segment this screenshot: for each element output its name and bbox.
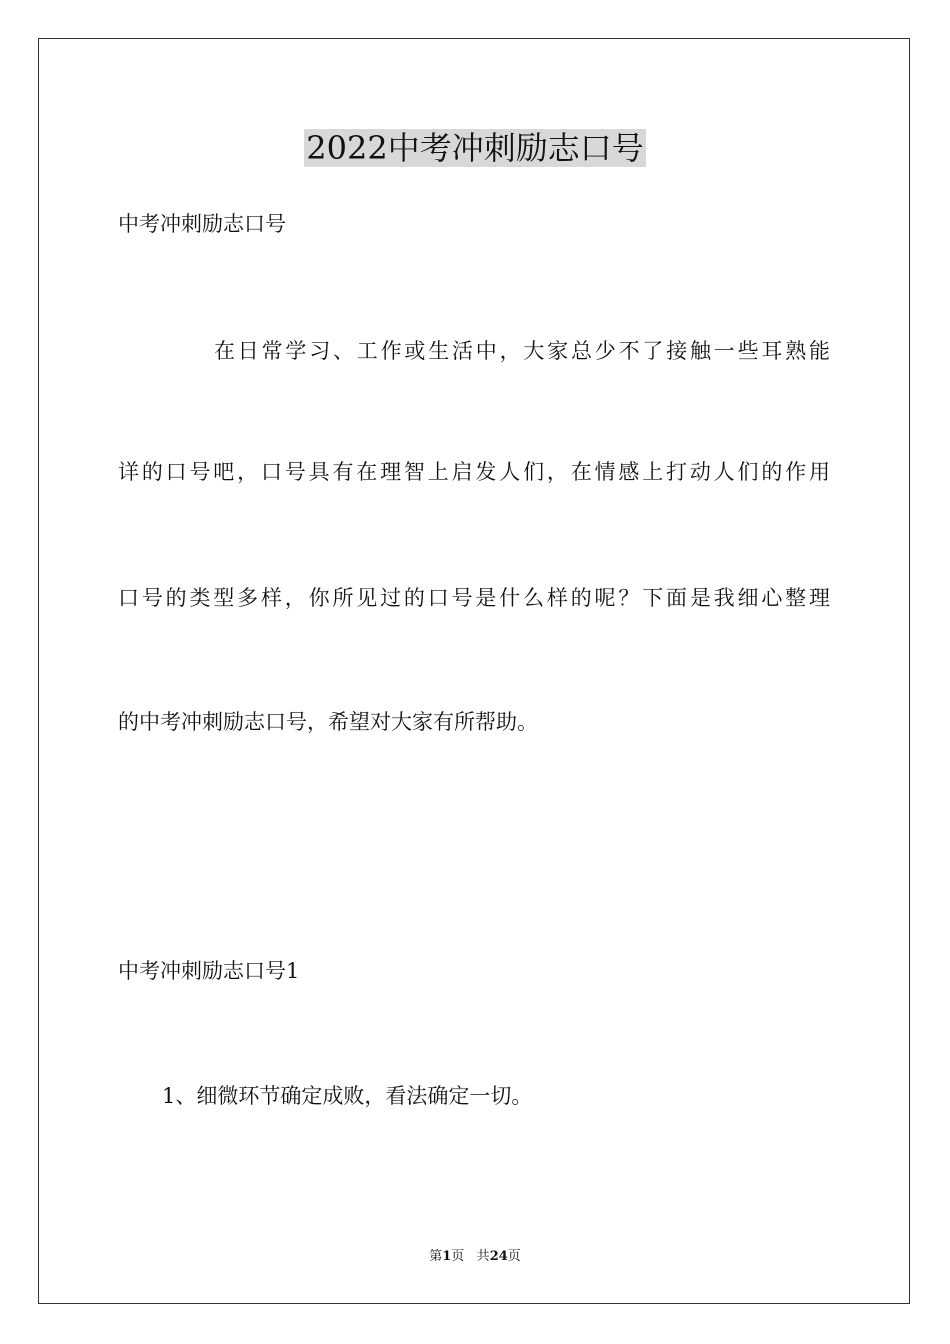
page-footer	[0, 1248, 950, 1266]
total-prefix: 共	[476, 1249, 490, 1264]
intro-line-2: 详的口号吧，口号具有在理智上启发人们，在情感上打动人们的作用	[118, 460, 830, 484]
page-suffix: 页	[451, 1249, 465, 1264]
intro-line-1: 在日常学习、工作或生活中，大家总少不了接触一些耳熟能	[214, 339, 830, 363]
section-heading: 中考冲刺励志口号1	[118, 959, 300, 983]
document-title	[0, 128, 950, 168]
document-title-text: 2022中考冲刺励志口号	[306, 129, 644, 167]
page-prefix: 第	[429, 1249, 443, 1264]
total-suffix: 页	[507, 1249, 521, 1264]
document-subtitle: 中考冲刺励志口号	[118, 212, 286, 236]
intro-line-3: 口号的类型多样，你所见过的口号是什么样的呢？下面是我细心整理	[118, 586, 830, 610]
page-number: 1	[442, 1249, 452, 1264]
list-item: 1、细微环节确定成败，看法确定一切。	[162, 1084, 533, 1108]
total-pages: 24	[489, 1249, 508, 1264]
intro-line-4: 的中考冲刺励志口号，希望对大家有所帮助。	[118, 710, 538, 734]
